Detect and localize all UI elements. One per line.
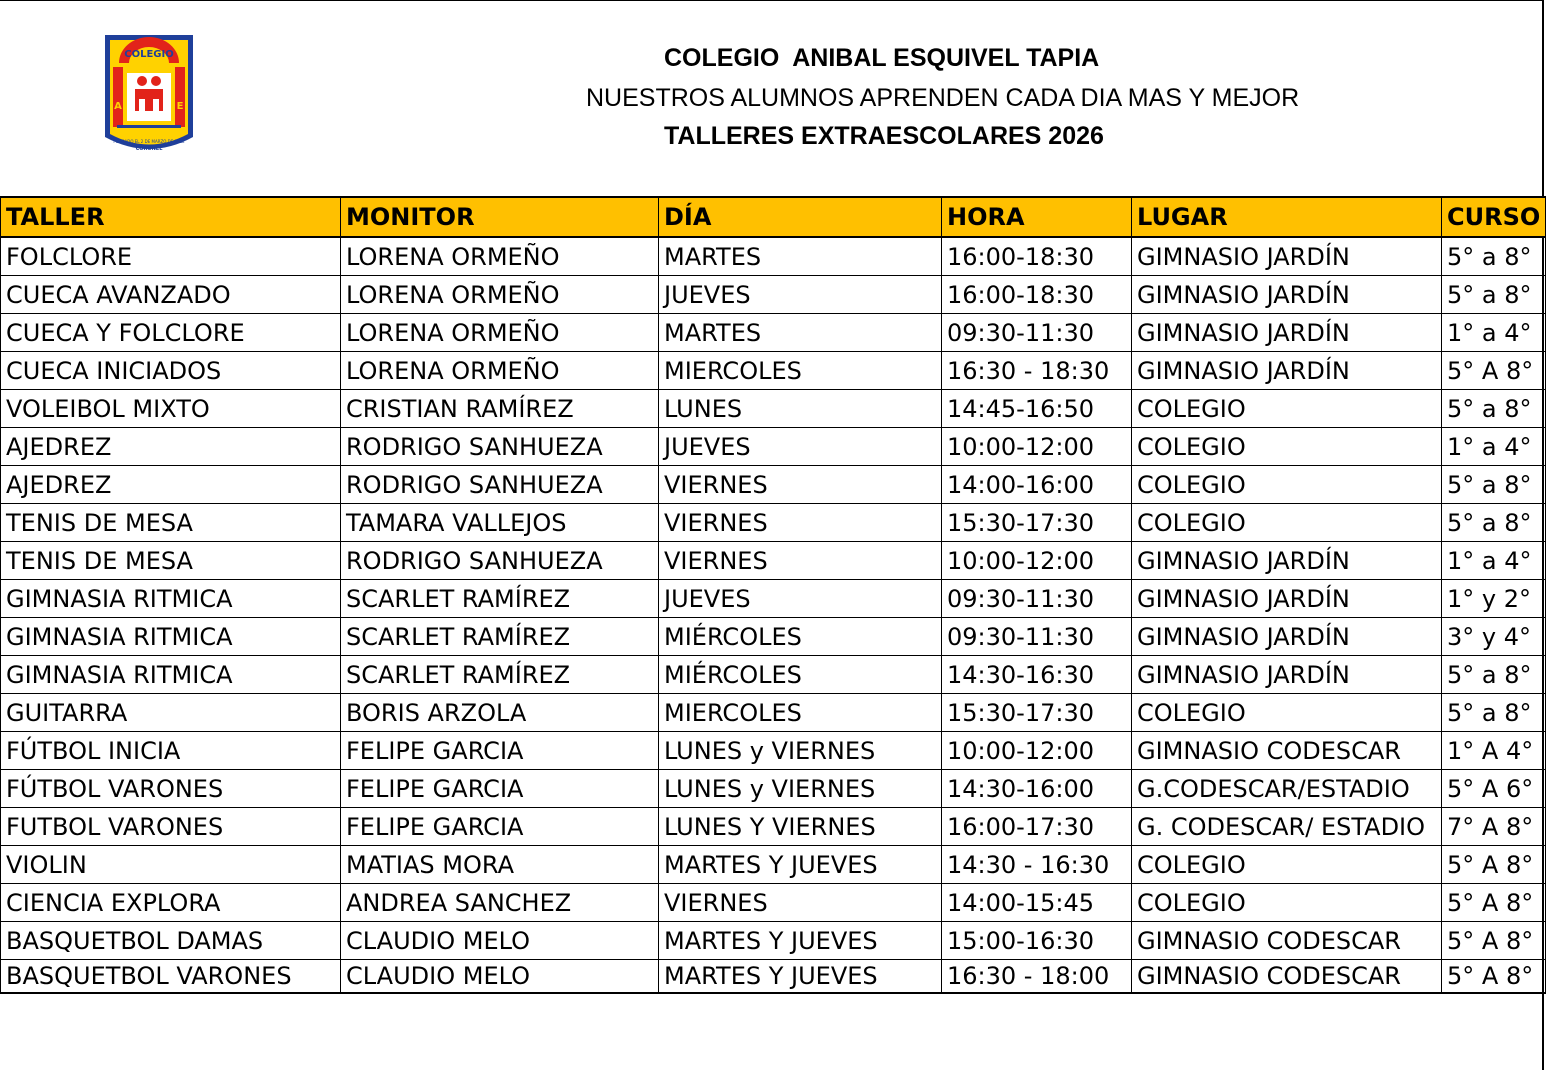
cell-dia: MIÉRCOLES <box>659 656 942 694</box>
logo-letter-e: E <box>176 101 184 112</box>
cell-taller: AJEDREZ <box>1 428 341 466</box>
cell-taller: AJEDREZ <box>1 466 341 504</box>
school-logo <box>103 33 195 163</box>
cell-taller: FÚTBOL VARONES <box>1 770 341 808</box>
cell-hora: 10:00-12:00 <box>942 732 1132 770</box>
table-row <box>1 504 1546 542</box>
table-row <box>1 656 1546 694</box>
cell-monitor: MATIAS MORA <box>341 846 659 884</box>
school-name: COLEGIO ANIBAL ESQUIVEL TAPIA <box>664 44 1100 72</box>
cell-taller: TENIS DE MESA <box>1 542 341 580</box>
cell-lugar: GIMNASIO JARDÍN <box>1132 237 1442 276</box>
cell-curso: 1° A 4° <box>1442 732 1546 770</box>
cell-taller: FUTBOL VARONES <box>1 808 341 846</box>
cell-taller: BASQUETBOL VARONES <box>1 960 341 994</box>
cell-monitor: RODRIGO SANHUEZA <box>341 428 659 466</box>
cell-curso: 5° a 8° <box>1442 466 1546 504</box>
logo-top-text: COLEGIO <box>124 49 174 60</box>
cell-lugar: GIMNASIO JARDÍN <box>1132 276 1442 314</box>
cell-lugar: G. CODESCAR/ ESTADIO <box>1132 808 1442 846</box>
cell-hora: 09:30-11:30 <box>942 580 1132 618</box>
cell-dia: VIERNES <box>659 504 942 542</box>
cell-lugar: GIMNASIO JARDÍN <box>1132 656 1442 694</box>
cell-curso: 5° a 8° <box>1442 656 1546 694</box>
table-row <box>1 732 1546 770</box>
cell-taller: BASQUETBOL DAMAS <box>1 922 341 960</box>
logo-letter-a: A <box>114 101 122 112</box>
cell-lugar: GIMNASIO JARDÍN <box>1132 314 1442 352</box>
table-header <box>1 197 1546 237</box>
cell-taller: CUECA AVANZADO <box>1 276 341 314</box>
cell-taller: TENIS DE MESA <box>1 504 341 542</box>
cell-dia: MARTES <box>659 237 942 276</box>
document-title: TALLERES EXTRAESCOLARES 2026 <box>664 122 1104 150</box>
cell-lugar: GIMNASIO JARDÍN <box>1132 542 1442 580</box>
cell-dia: VIERNES <box>659 884 942 922</box>
cell-dia: JUEVES <box>659 428 942 466</box>
table-row <box>1 466 1546 504</box>
column-header-curso: CURSO <box>1442 197 1546 237</box>
cell-lugar: COLEGIO <box>1132 428 1442 466</box>
cell-hora: 14:00-16:00 <box>942 466 1132 504</box>
cell-taller: CIENCIA EXPLORA <box>1 884 341 922</box>
cell-lugar: GIMNASIO JARDÍN <box>1132 580 1442 618</box>
cell-monitor: BORIS ARZOLA <box>341 694 659 732</box>
cell-curso: 1° a 4° <box>1442 542 1546 580</box>
cell-dia: JUEVES <box>659 580 942 618</box>
table-row <box>1 694 1546 732</box>
table-row <box>1 542 1546 580</box>
cell-dia: MARTES <box>659 314 942 352</box>
cell-hora: 09:30-11:30 <box>942 314 1132 352</box>
cell-monitor: TAMARA VALLEJOS <box>341 504 659 542</box>
cell-taller: CUECA Y FOLCLORE <box>1 314 341 352</box>
cell-dia: MARTES Y JUEVES <box>659 846 942 884</box>
cell-taller: FÚTBOL INICIA <box>1 732 341 770</box>
cell-taller: GIMNASIA RITMICA <box>1 656 341 694</box>
cell-hora: 09:30-11:30 <box>942 618 1132 656</box>
cell-monitor: CLAUDIO MELO <box>341 922 659 960</box>
cell-curso: 5° a 8° <box>1442 504 1546 542</box>
cell-dia: MIÉRCOLES <box>659 618 942 656</box>
cell-monitor: CLAUDIO MELO <box>341 960 659 994</box>
cell-curso: 5° A 8° <box>1442 960 1546 994</box>
logo-city-text: CORONEL <box>135 146 163 152</box>
cell-lugar: GIMNASIO CODESCAR <box>1132 732 1442 770</box>
column-header-monitor: MONITOR <box>341 197 659 237</box>
cell-dia: LUNES Y VIERNES <box>659 808 942 846</box>
cell-monitor: LORENA ORMEÑO <box>341 237 659 276</box>
cell-lugar: GIMNASIO JARDÍN <box>1132 618 1442 656</box>
column-header-hora: HORA <box>942 197 1132 237</box>
table-row <box>1 960 1546 994</box>
logo-founded-text: FUNDADO EL 2 DE MARZO DE 1982 <box>113 139 185 144</box>
cell-hora: 15:30-17:30 <box>942 694 1132 732</box>
cell-dia: LUNES <box>659 390 942 428</box>
cell-monitor: LORENA ORMEÑO <box>341 276 659 314</box>
cell-hora: 10:00-12:00 <box>942 428 1132 466</box>
cell-hora: 16:30 - 18:00 <box>942 960 1132 994</box>
cell-lugar: GIMNASIO JARDÍN <box>1132 352 1442 390</box>
cell-hora: 14:00-15:45 <box>942 884 1132 922</box>
table-row <box>1 276 1546 314</box>
table-row <box>1 237 1546 276</box>
cell-curso: 5° a 8° <box>1442 276 1546 314</box>
cell-monitor: FELIPE GARCIA <box>341 770 659 808</box>
cell-curso: 5° a 8° <box>1442 237 1546 276</box>
cell-curso: 3° y 4° <box>1442 618 1546 656</box>
table-row <box>1 428 1546 466</box>
cell-lugar: COLEGIO <box>1132 390 1442 428</box>
cell-taller: GUITARRA <box>1 694 341 732</box>
cell-curso: 5° A 8° <box>1442 846 1546 884</box>
table-row <box>1 580 1546 618</box>
cell-taller: VOLEIBOL MIXTO <box>1 390 341 428</box>
cell-curso: 5° A 8° <box>1442 352 1546 390</box>
cell-hora: 14:45-16:50 <box>942 390 1132 428</box>
cell-curso: 5° a 8° <box>1442 390 1546 428</box>
cell-hora: 14:30-16:30 <box>942 656 1132 694</box>
cell-dia: VIERNES <box>659 466 942 504</box>
cell-dia: VIERNES <box>659 542 942 580</box>
cell-curso: 7° A 8° <box>1442 808 1546 846</box>
cell-monitor: FELIPE GARCIA <box>341 732 659 770</box>
cell-dia: MIERCOLES <box>659 352 942 390</box>
cell-hora: 15:00-16:30 <box>942 922 1132 960</box>
cell-lugar: COLEGIO <box>1132 504 1442 542</box>
table-row <box>1 314 1546 352</box>
cell-curso: 5° a 8° <box>1442 694 1546 732</box>
cell-hora: 15:30-17:30 <box>942 504 1132 542</box>
cell-monitor: LORENA ORMEÑO <box>341 352 659 390</box>
column-header-dia: DÍA <box>659 197 942 237</box>
cell-hora: 16:00-17:30 <box>942 808 1132 846</box>
cell-taller: VIOLIN <box>1 846 341 884</box>
cell-monitor: LORENA ORMEÑO <box>341 314 659 352</box>
header-row <box>1 197 1546 237</box>
cell-taller: GIMNASIA RITMICA <box>1 580 341 618</box>
cell-dia: LUNES y VIERNES <box>659 732 942 770</box>
cell-curso: 5° A 8° <box>1442 922 1546 960</box>
cell-curso: 5° A 8° <box>1442 884 1546 922</box>
cell-monitor: SCARLET RAMÍREZ <box>341 618 659 656</box>
cell-monitor: CRISTIAN RAMÍREZ <box>341 390 659 428</box>
cell-curso: 1° a 4° <box>1442 314 1546 352</box>
table-row <box>1 618 1546 656</box>
cell-taller: FOLCLORE <box>1 237 341 276</box>
column-header-taller: TALLER <box>1 197 341 237</box>
table-row <box>1 884 1546 922</box>
cell-hora: 14:30 - 16:30 <box>942 846 1132 884</box>
cell-monitor: ANDREA SANCHEZ <box>341 884 659 922</box>
table-row <box>1 770 1546 808</box>
cell-hora: 16:00-18:30 <box>942 237 1132 276</box>
cell-lugar: GIMNASIO CODESCAR <box>1132 922 1442 960</box>
cell-lugar: COLEGIO <box>1132 846 1442 884</box>
workshops-table <box>0 196 1546 994</box>
cell-monitor: SCARLET RAMÍREZ <box>341 656 659 694</box>
cell-monitor: FELIPE GARCIA <box>341 808 659 846</box>
cell-monitor: RODRIGO SANHUEZA <box>341 466 659 504</box>
cell-dia: LUNES y VIERNES <box>659 770 942 808</box>
cell-dia: MIERCOLES <box>659 694 942 732</box>
cell-hora: 10:00-12:00 <box>942 542 1132 580</box>
cell-lugar: COLEGIO <box>1132 694 1442 732</box>
cell-lugar: COLEGIO <box>1132 466 1442 504</box>
table-row <box>1 922 1546 960</box>
table-row <box>1 352 1546 390</box>
cell-curso: 5° A 6° <box>1442 770 1546 808</box>
cell-taller: GIMNASIA RITMICA <box>1 618 341 656</box>
cell-curso: 1° y 2° <box>1442 580 1546 618</box>
table-body <box>1 237 1546 993</box>
cell-hora: 16:00-18:30 <box>942 276 1132 314</box>
cell-lugar: GIMNASIO CODESCAR <box>1132 960 1442 994</box>
cell-hora: 14:30-16:00 <box>942 770 1132 808</box>
cell-dia: MARTES Y JUEVES <box>659 922 942 960</box>
table-row <box>1 390 1546 428</box>
cell-monitor: SCARLET RAMÍREZ <box>341 580 659 618</box>
cell-monitor: RODRIGO SANHUEZA <box>341 542 659 580</box>
table-row <box>1 808 1546 846</box>
school-motto: NUESTROS ALUMNOS APRENDEN CADA DIA MAS Y MEJOR <box>586 84 1300 112</box>
column-header-lugar: LUGAR <box>1132 197 1442 237</box>
cell-taller: CUECA INICIADOS <box>1 352 341 390</box>
cell-hora: 16:30 - 18:30 <box>942 352 1132 390</box>
cell-curso: 1° a 4° <box>1442 428 1546 466</box>
cell-lugar: COLEGIO <box>1132 884 1442 922</box>
table-row <box>1 846 1546 884</box>
cell-lugar: G.CODESCAR/ESTADIO <box>1132 770 1442 808</box>
cell-dia: JUEVES <box>659 276 942 314</box>
cell-dia: MARTES Y JUEVES <box>659 960 942 994</box>
